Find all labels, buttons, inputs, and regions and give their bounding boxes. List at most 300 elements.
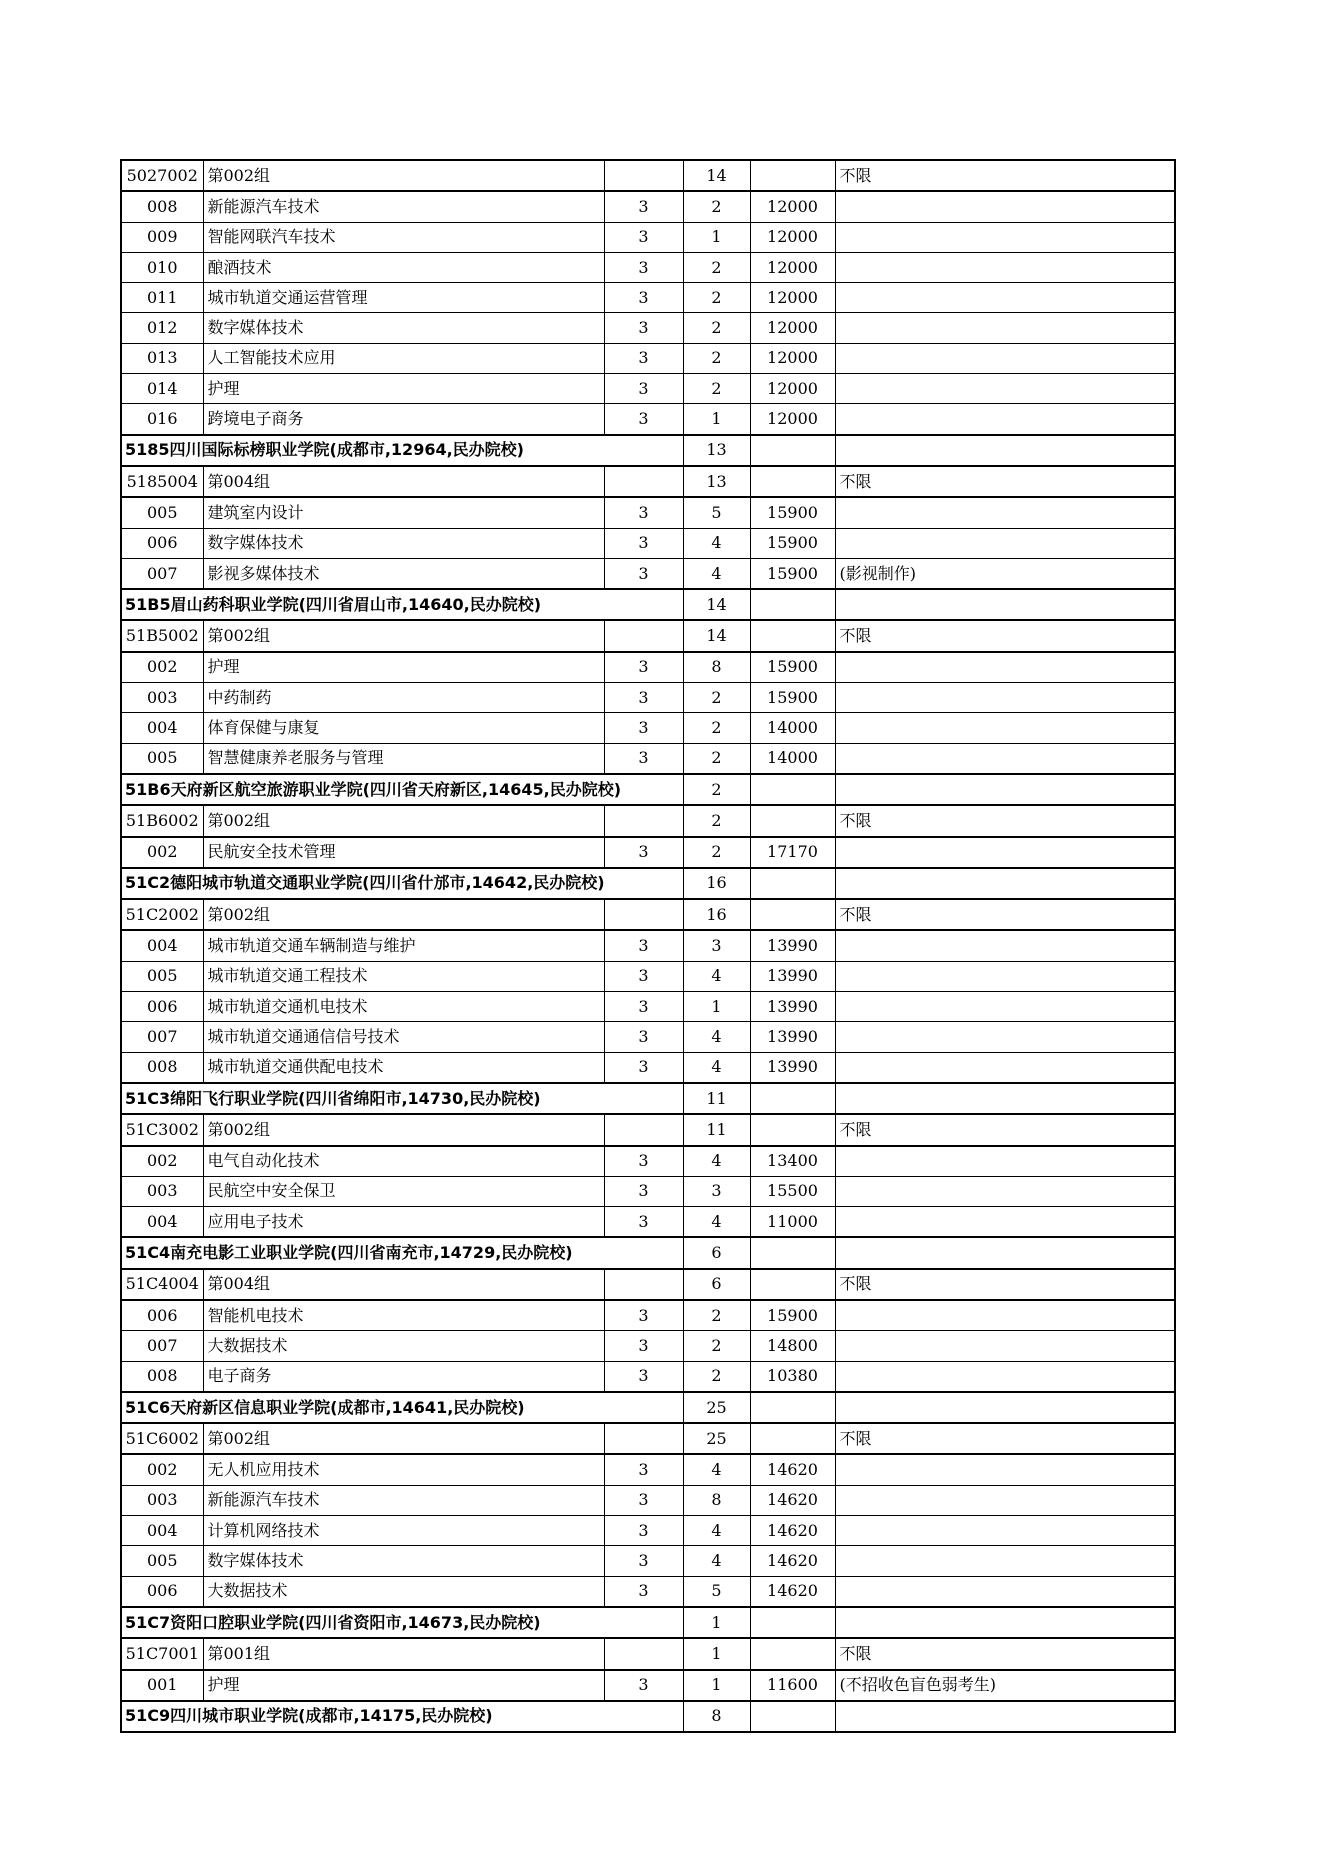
major-years: 3: [604, 1176, 683, 1206]
major-plan-count: 2: [683, 683, 750, 713]
major-name: 人工智能技术应用: [203, 343, 604, 373]
empty-cell: [835, 435, 1175, 466]
major-note: [835, 930, 1175, 961]
major-code: 011: [121, 283, 203, 313]
major-years: 3: [604, 343, 683, 373]
major-code: 008: [121, 1361, 203, 1392]
major-note: [835, 1022, 1175, 1052]
major-note: [835, 837, 1175, 868]
major-plan-count: 4: [683, 558, 750, 589]
group-note: 不限: [835, 1638, 1175, 1669]
admission-plan-table: [120, 159, 1176, 1733]
major-years: 3: [604, 1022, 683, 1052]
major-row: [121, 313, 1175, 343]
major-note: [835, 191, 1175, 222]
empty-cell: [750, 1237, 835, 1268]
major-name: 电子商务: [203, 1361, 604, 1392]
major-years: 3: [604, 1670, 683, 1701]
major-note: [835, 1485, 1175, 1515]
major-code: 010: [121, 252, 203, 282]
major-tuition: 15900: [750, 528, 835, 558]
empty-cell: [750, 589, 835, 620]
major-note: [835, 1052, 1175, 1083]
major-row: [121, 713, 1175, 743]
major-code: 008: [121, 191, 203, 222]
major-code: 004: [121, 1207, 203, 1238]
group-note: 不限: [835, 1114, 1175, 1145]
empty-cell: [750, 1607, 835, 1638]
school-plan-count: 14: [683, 589, 750, 620]
major-plan-count: 2: [683, 283, 750, 313]
group-name: 第002组: [203, 1114, 604, 1145]
major-note: [835, 713, 1175, 743]
major-code: 005: [121, 1546, 203, 1576]
major-plan-count: 1: [683, 992, 750, 1022]
major-note: [835, 1546, 1175, 1576]
major-code: 004: [121, 713, 203, 743]
empty-cell: [835, 589, 1175, 620]
major-plan-count: 8: [683, 652, 750, 683]
major-row: [121, 1485, 1175, 1515]
major-years: 3: [604, 1361, 683, 1392]
major-row: [121, 1454, 1175, 1485]
major-code: 005: [121, 961, 203, 991]
empty-cell: [750, 1269, 835, 1300]
school-plan-count: 11: [683, 1083, 750, 1114]
major-name: 城市轨道交通工程技术: [203, 961, 604, 991]
empty-cell: [604, 899, 683, 930]
major-code: 001: [121, 1670, 203, 1701]
major-tuition: 13400: [750, 1146, 835, 1177]
major-years: 3: [604, 497, 683, 528]
school-plan-count: 2: [683, 774, 750, 805]
major-row: [121, 528, 1175, 558]
major-code: 003: [121, 1176, 203, 1206]
major-code: 008: [121, 1052, 203, 1083]
major-note: (不招收色盲色弱考生): [835, 1670, 1175, 1701]
major-plan-count: 5: [683, 497, 750, 528]
group-plan-count: 13: [683, 466, 750, 497]
group-code: 51C3002: [121, 1114, 203, 1145]
group-code: 51B6002: [121, 805, 203, 836]
major-name: 城市轨道交通供配电技术: [203, 1052, 604, 1083]
major-note: [835, 1361, 1175, 1392]
group-note: 不限: [835, 1269, 1175, 1300]
group-plan-count: 1: [683, 1638, 750, 1669]
major-code: 002: [121, 652, 203, 683]
empty-cell: [835, 1083, 1175, 1114]
major-years: 3: [604, 1331, 683, 1361]
group-note: 不限: [835, 466, 1175, 497]
school-name: 51C9四川城市职业学院(成都市,14175,民办院校): [121, 1701, 683, 1732]
major-plan-count: 4: [683, 528, 750, 558]
major-row: [121, 652, 1175, 683]
major-plan-count: 5: [683, 1576, 750, 1607]
major-tuition: 15900: [750, 497, 835, 528]
major-years: 3: [604, 992, 683, 1022]
group-name: 第004组: [203, 1269, 604, 1300]
major-row: [121, 252, 1175, 282]
major-plan-count: 3: [683, 930, 750, 961]
empty-cell: [750, 1638, 835, 1669]
major-name: 智能机电技术: [203, 1300, 604, 1331]
major-note: [835, 252, 1175, 282]
major-name: 跨境电子商务: [203, 404, 604, 435]
school-name: 51B5眉山药科职业学院(四川省眉山市,14640,民办院校): [121, 589, 683, 620]
major-years: 3: [604, 374, 683, 404]
major-years: 3: [604, 743, 683, 774]
empty-cell: [750, 1114, 835, 1145]
major-name: 民航空中安全保卫: [203, 1176, 604, 1206]
group-plan-count: 11: [683, 1114, 750, 1145]
major-code: 013: [121, 343, 203, 373]
school-plan-count: 13: [683, 435, 750, 466]
major-years: 3: [604, 252, 683, 282]
major-code: 006: [121, 1300, 203, 1331]
major-row: [121, 343, 1175, 373]
major-plan-count: 3: [683, 1176, 750, 1206]
major-row: [121, 1670, 1175, 1701]
school-row: [121, 1392, 1175, 1423]
major-plan-count: 4: [683, 1546, 750, 1576]
group-code: 5027002: [121, 160, 203, 191]
empty-cell: [750, 774, 835, 805]
group-plan-count: 25: [683, 1423, 750, 1454]
major-years: 3: [604, 313, 683, 343]
major-code: 006: [121, 528, 203, 558]
major-code: 002: [121, 1454, 203, 1485]
major-tuition: 14620: [750, 1516, 835, 1546]
major-code: 007: [121, 558, 203, 589]
empty-cell: [750, 466, 835, 497]
group-row: [121, 1269, 1175, 1300]
major-plan-count: 2: [683, 743, 750, 774]
major-tuition: 14000: [750, 743, 835, 774]
major-code: 016: [121, 404, 203, 435]
group-name: 第002组: [203, 805, 604, 836]
major-code: 002: [121, 1146, 203, 1177]
major-code: 006: [121, 1576, 203, 1607]
empty-cell: [750, 160, 835, 191]
major-note: [835, 1331, 1175, 1361]
major-name: 城市轨道交通运营管理: [203, 283, 604, 313]
major-plan-count: 1: [683, 404, 750, 435]
major-tuition: 15900: [750, 558, 835, 589]
school-name: 51C3绵阳飞行职业学院(四川省绵阳市,14730,民办院校): [121, 1083, 683, 1114]
major-code: 002: [121, 837, 203, 868]
major-code: 007: [121, 1331, 203, 1361]
group-row: [121, 1638, 1175, 1669]
major-name: 新能源汽车技术: [203, 191, 604, 222]
major-row: [121, 558, 1175, 589]
major-plan-count: 2: [683, 1361, 750, 1392]
school-row: [121, 1237, 1175, 1268]
empty-cell: [604, 1638, 683, 1669]
empty-cell: [750, 1423, 835, 1454]
major-plan-count: 2: [683, 1300, 750, 1331]
major-row: [121, 191, 1175, 222]
major-years: 3: [604, 713, 683, 743]
major-years: 3: [604, 1576, 683, 1607]
major-name: 城市轨道交通车辆制造与维护: [203, 930, 604, 961]
group-name: 第002组: [203, 620, 604, 651]
major-note: [835, 1146, 1175, 1177]
major-row: [121, 374, 1175, 404]
major-row: [121, 1176, 1175, 1206]
major-tuition: 12000: [750, 313, 835, 343]
school-plan-count: 6: [683, 1237, 750, 1268]
school-row: [121, 1607, 1175, 1638]
group-row: [121, 899, 1175, 930]
major-row: [121, 1146, 1175, 1177]
group-code: 51C7001: [121, 1638, 203, 1669]
school-name: 5185四川国际标榜职业学院(成都市,12964,民办院校): [121, 435, 683, 466]
school-plan-count: 8: [683, 1701, 750, 1732]
group-name: 第004组: [203, 466, 604, 497]
major-years: 3: [604, 558, 683, 589]
empty-cell: [835, 1607, 1175, 1638]
major-code: 006: [121, 992, 203, 1022]
major-plan-count: 2: [683, 313, 750, 343]
major-name: 新能源汽车技术: [203, 1485, 604, 1515]
school-name: 51C7资阳口腔职业学院(四川省资阳市,14673,民办院校): [121, 1607, 683, 1638]
major-plan-count: 1: [683, 222, 750, 252]
major-tuition: 15900: [750, 652, 835, 683]
school-row: [121, 868, 1175, 899]
major-tuition: 11600: [750, 1670, 835, 1701]
major-note: [835, 992, 1175, 1022]
empty-cell: [604, 805, 683, 836]
empty-cell: [750, 1083, 835, 1114]
major-name: 影视多媒体技术: [203, 558, 604, 589]
major-tuition: 15900: [750, 1300, 835, 1331]
school-plan-count: 1: [683, 1607, 750, 1638]
major-note: [835, 222, 1175, 252]
major-row: [121, 930, 1175, 961]
group-name: 第002组: [203, 1423, 604, 1454]
school-row: [121, 1701, 1175, 1732]
major-tuition: 15900: [750, 683, 835, 713]
empty-cell: [835, 1701, 1175, 1732]
major-name: 建筑室内设计: [203, 497, 604, 528]
major-tuition: 14620: [750, 1454, 835, 1485]
major-name: 数字媒体技术: [203, 528, 604, 558]
major-name: 护理: [203, 374, 604, 404]
major-tuition: 17170: [750, 837, 835, 868]
major-note: [835, 1516, 1175, 1546]
major-tuition: 13990: [750, 992, 835, 1022]
group-plan-count: 14: [683, 620, 750, 651]
major-name: 城市轨道交通机电技术: [203, 992, 604, 1022]
major-tuition: 12000: [750, 283, 835, 313]
empty-cell: [750, 805, 835, 836]
major-row: [121, 1361, 1175, 1392]
major-note: [835, 283, 1175, 313]
major-years: 3: [604, 191, 683, 222]
major-code: 005: [121, 743, 203, 774]
empty-cell: [835, 1237, 1175, 1268]
major-years: 3: [604, 837, 683, 868]
major-plan-count: 4: [683, 1146, 750, 1177]
major-name: 城市轨道交通通信信号技术: [203, 1022, 604, 1052]
empty-cell: [750, 1701, 835, 1732]
major-note: [835, 497, 1175, 528]
empty-cell: [604, 1114, 683, 1145]
major-note: [835, 1576, 1175, 1607]
group-row: [121, 466, 1175, 497]
major-name: 数字媒体技术: [203, 1546, 604, 1576]
major-name: 应用电子技术: [203, 1207, 604, 1238]
major-note: [835, 1176, 1175, 1206]
major-code: 005: [121, 497, 203, 528]
group-row: [121, 620, 1175, 651]
major-plan-count: 2: [683, 374, 750, 404]
group-name: 第002组: [203, 899, 604, 930]
major-note: [835, 1454, 1175, 1485]
major-row: [121, 404, 1175, 435]
major-row: [121, 837, 1175, 868]
major-name: 数字媒体技术: [203, 313, 604, 343]
empty-cell: [604, 160, 683, 191]
major-code: 014: [121, 374, 203, 404]
major-note: [835, 652, 1175, 683]
school-row: [121, 774, 1175, 805]
major-name: 民航安全技术管理: [203, 837, 604, 868]
major-code: 003: [121, 1485, 203, 1515]
major-name: 大数据技术: [203, 1576, 604, 1607]
major-name: 计算机网络技术: [203, 1516, 604, 1546]
group-note: 不限: [835, 1423, 1175, 1454]
major-note: [835, 961, 1175, 991]
major-name: 护理: [203, 1670, 604, 1701]
group-row: [121, 1423, 1175, 1454]
major-tuition: 12000: [750, 404, 835, 435]
school-plan-count: 16: [683, 868, 750, 899]
school-row: [121, 435, 1175, 466]
major-years: 3: [604, 283, 683, 313]
major-row: [121, 1300, 1175, 1331]
major-row: [121, 1022, 1175, 1052]
major-tuition: 15500: [750, 1176, 835, 1206]
group-code: 51C6002: [121, 1423, 203, 1454]
school-name: 51C2德阳城市轨道交通职业学院(四川省什邡市,14642,民办院校): [121, 868, 683, 899]
major-tuition: 14000: [750, 713, 835, 743]
major-plan-count: 4: [683, 1454, 750, 1485]
major-tuition: 14620: [750, 1546, 835, 1576]
major-row: [121, 497, 1175, 528]
major-name: 电气自动化技术: [203, 1146, 604, 1177]
major-row: [121, 1331, 1175, 1361]
empty-cell: [835, 1392, 1175, 1423]
major-note: [835, 1207, 1175, 1238]
major-plan-count: 4: [683, 1052, 750, 1083]
group-code: 51C2002: [121, 899, 203, 930]
major-note: [835, 743, 1175, 774]
empty-cell: [750, 868, 835, 899]
major-code: 012: [121, 313, 203, 343]
major-code: 004: [121, 930, 203, 961]
major-years: 3: [604, 652, 683, 683]
major-code: 004: [121, 1516, 203, 1546]
major-tuition: 12000: [750, 374, 835, 404]
major-years: 3: [604, 1516, 683, 1546]
group-note: 不限: [835, 899, 1175, 930]
major-plan-count: 2: [683, 713, 750, 743]
major-years: 3: [604, 1300, 683, 1331]
major-tuition: 13990: [750, 1052, 835, 1083]
major-years: 3: [604, 1454, 683, 1485]
major-plan-count: 1: [683, 1670, 750, 1701]
empty-cell: [750, 435, 835, 466]
major-note: [835, 1300, 1175, 1331]
major-tuition: 14800: [750, 1331, 835, 1361]
table-body: [121, 160, 1175, 1732]
empty-cell: [750, 1392, 835, 1423]
major-code: 007: [121, 1022, 203, 1052]
group-plan-count: 2: [683, 805, 750, 836]
major-row: [121, 1576, 1175, 1607]
group-code: 51C4004: [121, 1269, 203, 1300]
major-years: 3: [604, 528, 683, 558]
empty-cell: [604, 620, 683, 651]
major-plan-count: 2: [683, 191, 750, 222]
group-note: 不限: [835, 805, 1175, 836]
school-name: 51C4南充电影工业职业学院(四川省南充市,14729,民办院校): [121, 1237, 683, 1268]
major-years: 3: [604, 1146, 683, 1177]
group-name: 第001组: [203, 1638, 604, 1669]
major-note: [835, 343, 1175, 373]
school-name: 51C6天府新区信息职业学院(成都市,14641,民办院校): [121, 1392, 683, 1423]
major-tuition: 10380: [750, 1361, 835, 1392]
major-row: [121, 743, 1175, 774]
school-row: [121, 589, 1175, 620]
group-name: 第002组: [203, 160, 604, 191]
major-row: [121, 1052, 1175, 1083]
major-years: 3: [604, 683, 683, 713]
empty-cell: [604, 466, 683, 497]
empty-cell: [604, 1423, 683, 1454]
major-years: 3: [604, 961, 683, 991]
major-plan-count: 8: [683, 1485, 750, 1515]
major-name: 体育保健与康复: [203, 713, 604, 743]
group-plan-count: 14: [683, 160, 750, 191]
major-name: 无人机应用技术: [203, 1454, 604, 1485]
major-tuition: 12000: [750, 222, 835, 252]
school-name: 51B6天府新区航空旅游职业学院(四川省天府新区,14645,民办院校): [121, 774, 683, 805]
major-code: 003: [121, 683, 203, 713]
major-years: 3: [604, 404, 683, 435]
major-name: 中药制药: [203, 683, 604, 713]
major-row: [121, 683, 1175, 713]
major-name: 智慧健康养老服务与管理: [203, 743, 604, 774]
group-note: 不限: [835, 160, 1175, 191]
major-name: 护理: [203, 652, 604, 683]
empty-cell: [835, 774, 1175, 805]
major-plan-count: 2: [683, 837, 750, 868]
group-note: 不限: [835, 620, 1175, 651]
major-tuition: 13990: [750, 1022, 835, 1052]
major-name: 大数据技术: [203, 1331, 604, 1361]
major-years: 3: [604, 1485, 683, 1515]
major-years: 3: [604, 930, 683, 961]
group-plan-count: 6: [683, 1269, 750, 1300]
major-row: [121, 1516, 1175, 1546]
major-tuition: 13990: [750, 930, 835, 961]
group-plan-count: 16: [683, 899, 750, 930]
major-row: [121, 1546, 1175, 1576]
major-tuition: 14620: [750, 1576, 835, 1607]
major-years: 3: [604, 1207, 683, 1238]
